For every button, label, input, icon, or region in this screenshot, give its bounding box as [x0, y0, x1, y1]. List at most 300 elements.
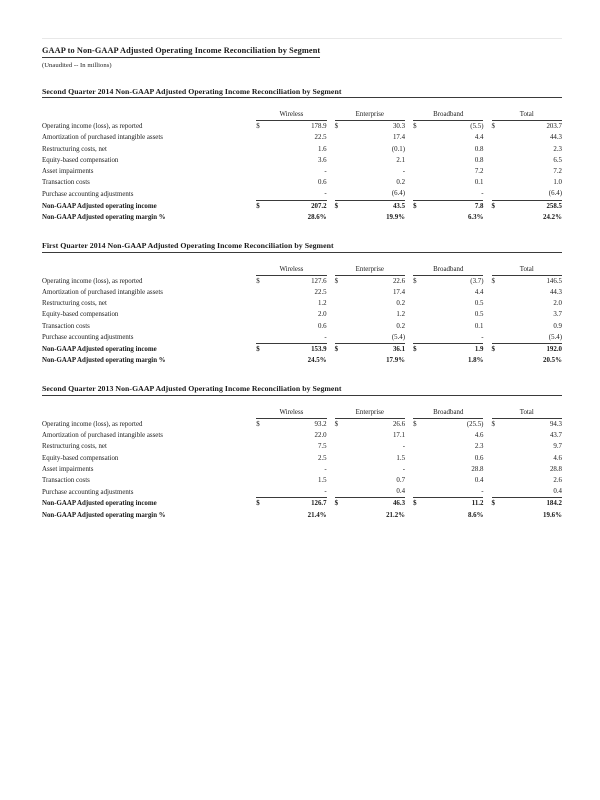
row-label: Non-GAAP Adjusted operating margin % [42, 511, 166, 519]
table-row [42, 343, 562, 355]
value-cell: 7.5 [317, 443, 327, 451]
value-cell: 36.1 [347, 343, 405, 355]
value-cell: 1.2 [317, 300, 327, 308]
value-cell: 0.4 [474, 477, 484, 485]
cell-gap [483, 498, 491, 510]
value-cell: (0.1) [391, 145, 406, 153]
currency-symbol [256, 486, 268, 498]
sections-container [42, 87, 562, 521]
currency-symbol: $ [335, 343, 347, 355]
value-cell: 2.0 [317, 311, 327, 319]
value-cell: 0.1 [474, 179, 484, 187]
row-label: Equity-based compensation [42, 156, 119, 164]
row-label: Non-GAAP Adjusted operating income [42, 500, 157, 508]
row-label: Amortization of purchased intangible assets [42, 432, 163, 440]
value-cell: 184.2 [504, 498, 562, 510]
value-cell: 9.7 [553, 443, 562, 451]
currency-symbol [256, 441, 268, 452]
column-header-wireless: Wireless [256, 109, 326, 121]
currency-symbol [413, 212, 425, 223]
column-header-total: Total [492, 407, 562, 419]
table-row [42, 298, 562, 309]
cell-gap [327, 332, 335, 344]
value-cell: (3.7) [470, 277, 484, 285]
table-row [42, 132, 562, 143]
value-cell: - [324, 333, 327, 341]
currency-symbol: $ [413, 200, 425, 212]
cell-gap [327, 298, 335, 309]
cell-gap [483, 510, 491, 521]
currency-symbol [492, 430, 504, 441]
currency-symbol [492, 321, 504, 332]
row-label: Operating income (loss), as reported [42, 277, 143, 285]
column-header-enterprise: Enterprise [335, 264, 405, 276]
value-cell: 1.6 [317, 145, 327, 153]
header-gap [327, 264, 335, 276]
cell-gap [327, 441, 335, 452]
currency-symbol [413, 430, 425, 441]
currency-symbol: $ [335, 498, 347, 510]
currency-symbol [413, 155, 425, 166]
cell-gap [405, 321, 413, 332]
cell-gap [483, 188, 491, 200]
header-gap [327, 407, 335, 419]
value-cell: 0.5 [474, 311, 484, 319]
table-row [42, 430, 562, 441]
currency-symbol: $ [334, 277, 339, 285]
value-cell: 2.3 [474, 443, 484, 451]
table-row [42, 121, 562, 133]
table-row [42, 355, 562, 366]
table-row [42, 177, 562, 188]
value-cell: (6.4) [548, 190, 562, 198]
cell-gap [327, 188, 335, 200]
row-label: Transaction costs [42, 179, 90, 187]
currency-symbol: $ [413, 277, 417, 285]
cell-gap [405, 343, 413, 355]
value-cell: 1.9 [425, 343, 483, 355]
cell-gap [405, 166, 413, 177]
value-cell: 2.0 [553, 300, 562, 308]
currency-symbol: $ [256, 123, 260, 131]
header-gap [327, 109, 335, 121]
table-row [42, 475, 562, 486]
currency-symbol [492, 188, 504, 200]
cell-gap [405, 486, 413, 498]
table-row [42, 200, 562, 212]
cell-gap [327, 144, 335, 155]
value-cell: 20.5% [543, 357, 562, 365]
cell-gap [405, 212, 413, 223]
row-label: Operating income (loss), as reported [42, 123, 143, 131]
currency-symbol [413, 321, 425, 332]
value-cell: (5.5) [470, 123, 484, 131]
currency-symbol [256, 144, 268, 155]
column-header-wireless: Wireless [256, 407, 326, 419]
cell-gap [405, 155, 413, 166]
currency-symbol [413, 453, 425, 464]
value-cell: 0.6 [474, 454, 484, 462]
page-subtitle: (Unaudited -- In millions) [42, 61, 112, 69]
value-cell: 17.4 [392, 288, 406, 296]
currency-symbol: $ [413, 123, 417, 131]
table-row [42, 332, 562, 344]
cell-gap [405, 200, 413, 212]
header-gap [405, 109, 413, 121]
currency-symbol [335, 287, 347, 298]
header-gap [405, 407, 413, 419]
currency-symbol [413, 332, 425, 344]
row-label: Non-GAAP Adjusted operating margin % [42, 357, 166, 365]
value-cell: 22.0 [314, 432, 327, 440]
cell-gap [327, 343, 335, 355]
page-top-rule [42, 38, 562, 39]
currency-symbol: $ [256, 343, 268, 355]
value-cell: 7.8 [425, 200, 483, 212]
reconciliation-section [42, 384, 562, 521]
cell-gap [327, 177, 335, 188]
section-heading: Second Quarter 2013 Non-GAAP Adjusted Operating Income Reconciliation by Segment [42, 384, 562, 396]
currency-symbol [413, 287, 425, 298]
cell-gap [327, 498, 335, 510]
currency-symbol [413, 298, 425, 309]
row-label: Operating income (loss), as reported [42, 421, 143, 429]
currency-symbol [492, 166, 504, 177]
table-header-row [42, 407, 562, 419]
currency-symbol [256, 355, 268, 366]
value-cell: - [402, 168, 406, 176]
row-label: Purchase accounting adjustments [42, 488, 134, 496]
value-cell: 44.3 [549, 288, 562, 296]
value-cell: 7.2 [553, 168, 562, 176]
cell-gap [327, 309, 335, 320]
value-cell: (25.5) [466, 421, 484, 429]
table-header-row [42, 109, 562, 121]
cell-gap [483, 155, 491, 166]
currency-symbol [492, 441, 504, 452]
value-cell: 3.6 [317, 156, 327, 164]
currency-symbol [256, 298, 268, 309]
cell-gap [405, 464, 413, 475]
cell-gap [483, 453, 491, 464]
value-cell: 0.6 [317, 179, 327, 187]
column-header-enterprise: Enterprise [335, 407, 405, 419]
currency-symbol [335, 475, 347, 486]
currency-symbol [413, 188, 425, 200]
cell-gap [327, 464, 335, 475]
section-heading: First Quarter 2014 Non-GAAP Adjusted Operating Income Reconciliation by Segment [42, 241, 562, 253]
currency-symbol [413, 132, 425, 143]
currency-symbol [335, 441, 347, 452]
currency-symbol: $ [413, 498, 425, 510]
currency-symbol [413, 464, 425, 475]
value-cell: 21.4% [307, 511, 327, 519]
cell-gap [327, 287, 335, 298]
value-cell: 0.8 [474, 156, 484, 164]
currency-symbol [335, 188, 347, 200]
currency-symbol: $ [492, 200, 504, 212]
currency-symbol: $ [256, 200, 268, 212]
row-label: Non-GAAP Adjusted operating margin % [42, 213, 166, 221]
value-cell: 0.2 [396, 300, 406, 308]
currency-symbol [335, 177, 347, 188]
currency-symbol [492, 475, 504, 486]
value-cell: 2.3 [553, 145, 562, 153]
table-row [42, 510, 562, 521]
table-row [42, 309, 562, 320]
currency-symbol: $ [491, 421, 495, 429]
value-cell: 2.5 [317, 454, 327, 462]
table-row [42, 275, 562, 287]
cell-gap [327, 200, 335, 212]
currency-symbol [335, 486, 347, 498]
currency-symbol [335, 309, 347, 320]
value-cell: - [324, 168, 327, 176]
cell-gap [405, 332, 413, 344]
value-cell: 94.3 [549, 421, 562, 429]
currency-symbol [413, 309, 425, 320]
cell-gap [483, 275, 491, 287]
table-row [42, 166, 562, 177]
value-cell: - [481, 488, 484, 496]
value-cell: 22.5 [314, 134, 327, 142]
cell-gap [405, 132, 413, 143]
cell-gap [405, 188, 413, 200]
row-label: Restructuring costs, net [42, 300, 107, 308]
value-cell: 11.2 [425, 498, 483, 510]
table-row [42, 464, 562, 475]
value-cell: 1.5 [396, 454, 406, 462]
value-cell: 93.2 [314, 421, 327, 429]
value-cell: - [324, 488, 327, 496]
cell-gap [483, 343, 491, 355]
value-cell: - [402, 465, 406, 473]
table-header-row [42, 264, 562, 276]
currency-symbol [492, 287, 504, 298]
cell-gap [405, 309, 413, 320]
currency-symbol [335, 212, 347, 223]
currency-symbol [256, 464, 268, 475]
value-cell: 24.5% [307, 357, 327, 365]
value-cell: (5.4) [548, 333, 562, 341]
cell-gap [327, 453, 335, 464]
cell-gap [483, 212, 491, 223]
value-cell: - [481, 333, 484, 341]
reconciliation-section [42, 87, 562, 224]
currency-symbol: $ [256, 277, 260, 285]
reconciliation-section [42, 241, 562, 366]
currency-symbol [256, 510, 268, 521]
cell-gap [405, 430, 413, 441]
table-row [42, 144, 562, 155]
cell-gap [483, 475, 491, 486]
currency-symbol [335, 132, 347, 143]
cell-gap [327, 321, 335, 332]
currency-symbol: $ [491, 123, 495, 131]
value-cell: 28.6% [307, 213, 327, 221]
currency-symbol: $ [413, 421, 417, 429]
value-cell: 17.4 [392, 134, 406, 142]
cell-gap [327, 132, 335, 143]
cell-gap [327, 166, 335, 177]
value-cell: 2.1 [396, 156, 406, 164]
currency-symbol [492, 298, 504, 309]
table-row [42, 188, 562, 200]
currency-symbol [335, 321, 347, 332]
table-row [42, 419, 562, 431]
currency-symbol [256, 430, 268, 441]
currency-symbol [256, 212, 268, 223]
cell-gap [405, 441, 413, 452]
currency-symbol [492, 453, 504, 464]
currency-symbol [492, 132, 504, 143]
header-gap [483, 264, 491, 276]
value-cell: 28.8 [549, 465, 562, 473]
value-cell: 7.2 [474, 168, 484, 176]
reconciliation-table [42, 407, 562, 521]
value-cell: - [481, 190, 484, 198]
value-cell: 0.7 [396, 477, 406, 485]
currency-symbol: $ [335, 200, 347, 212]
cell-gap [483, 430, 491, 441]
currency-symbol [256, 177, 268, 188]
currency-symbol: $ [492, 498, 504, 510]
value-cell: 127.6 [311, 277, 327, 285]
row-label: Restructuring costs, net [42, 443, 107, 451]
value-cell: 30.3 [392, 123, 406, 131]
value-cell: 178.9 [311, 123, 327, 131]
value-cell: 153.9 [268, 343, 326, 355]
cell-gap [405, 144, 413, 155]
value-cell: 17.9% [386, 357, 406, 365]
cell-gap [327, 430, 335, 441]
value-cell: 192.0 [504, 343, 562, 355]
value-cell: 2.6 [553, 477, 562, 485]
currency-symbol [413, 144, 425, 155]
column-header-wireless: Wireless [256, 264, 326, 276]
currency-symbol [335, 332, 347, 344]
currency-symbol [256, 155, 268, 166]
value-cell: - [324, 465, 327, 473]
cell-gap [405, 453, 413, 464]
reconciliation-table [42, 109, 562, 223]
currency-symbol: $ [492, 343, 504, 355]
value-cell: 4.6 [553, 454, 562, 462]
currency-symbol [335, 453, 347, 464]
cell-gap [405, 287, 413, 298]
currency-symbol [335, 510, 347, 521]
cell-gap [483, 200, 491, 212]
column-header-total: Total [492, 109, 562, 121]
row-label: Purchase accounting adjustments [42, 190, 134, 198]
cell-gap [327, 121, 335, 133]
column-header-total: Total [492, 264, 562, 276]
value-cell: 1.0 [553, 179, 562, 187]
table-row [42, 321, 562, 332]
value-cell: 0.8 [474, 145, 484, 153]
cell-gap [483, 166, 491, 177]
header-label-cell [42, 109, 256, 121]
currency-symbol [335, 430, 347, 441]
value-cell: 43.7 [549, 432, 562, 440]
cell-gap [483, 464, 491, 475]
currency-symbol [492, 309, 504, 320]
cell-gap [483, 287, 491, 298]
table-row [42, 155, 562, 166]
currency-symbol [492, 510, 504, 521]
value-cell: 0.1 [474, 322, 484, 330]
value-cell: 4.4 [474, 288, 484, 296]
value-cell: - [402, 443, 406, 451]
cell-gap [483, 309, 491, 320]
currency-symbol [256, 321, 268, 332]
value-cell: 4.6 [474, 432, 484, 440]
cell-gap [483, 132, 491, 143]
row-label: Restructuring costs, net [42, 145, 107, 153]
cell-gap [405, 275, 413, 287]
currency-symbol [335, 298, 347, 309]
currency-symbol [492, 486, 504, 498]
value-cell: 203.7 [546, 123, 562, 131]
currency-symbol [413, 441, 425, 452]
cell-gap [483, 121, 491, 133]
currency-symbol [413, 486, 425, 498]
currency-symbol [492, 464, 504, 475]
table-row [42, 486, 562, 498]
column-header-broadband: Broadband [413, 109, 483, 121]
currency-symbol [335, 144, 347, 155]
currency-symbol [256, 475, 268, 486]
row-label: Amortization of purchased intangible assets [42, 134, 163, 142]
value-cell: 19.9% [386, 213, 406, 221]
cell-gap [483, 177, 491, 188]
value-cell: 0.2 [396, 179, 406, 187]
row-label: Transaction costs [42, 477, 90, 485]
value-cell: 43.5 [347, 200, 405, 212]
value-cell: 207.2 [268, 200, 326, 212]
cell-gap [327, 212, 335, 223]
cell-gap [405, 498, 413, 510]
row-label: Purchase accounting adjustments [42, 334, 134, 342]
currency-symbol [492, 212, 504, 223]
table-row [42, 453, 562, 464]
cell-gap [483, 486, 491, 498]
currency-symbol [413, 475, 425, 486]
currency-symbol: $ [334, 123, 339, 131]
column-header-enterprise: Enterprise [335, 109, 405, 121]
header-label-cell [42, 264, 256, 276]
row-label: Amortization of purchased intangible assets [42, 288, 163, 296]
cell-gap [405, 177, 413, 188]
value-cell: 22.6 [392, 277, 406, 285]
currency-symbol [413, 510, 425, 521]
currency-symbol [256, 287, 268, 298]
value-cell: 22.5 [314, 288, 327, 296]
currency-symbol: $ [256, 421, 260, 429]
value-cell: 6.5 [553, 156, 562, 164]
cell-gap [405, 298, 413, 309]
value-cell: 46.3 [347, 498, 405, 510]
value-cell: 0.9 [553, 322, 562, 330]
value-cell: 4.4 [474, 134, 484, 142]
row-label: Non-GAAP Adjusted operating income [42, 345, 157, 353]
currency-symbol [492, 355, 504, 366]
cell-gap [405, 121, 413, 133]
value-cell: (6.4) [391, 190, 406, 198]
column-header-broadband: Broadband [413, 264, 483, 276]
row-label: Transaction costs [42, 322, 90, 330]
cell-gap [405, 510, 413, 521]
